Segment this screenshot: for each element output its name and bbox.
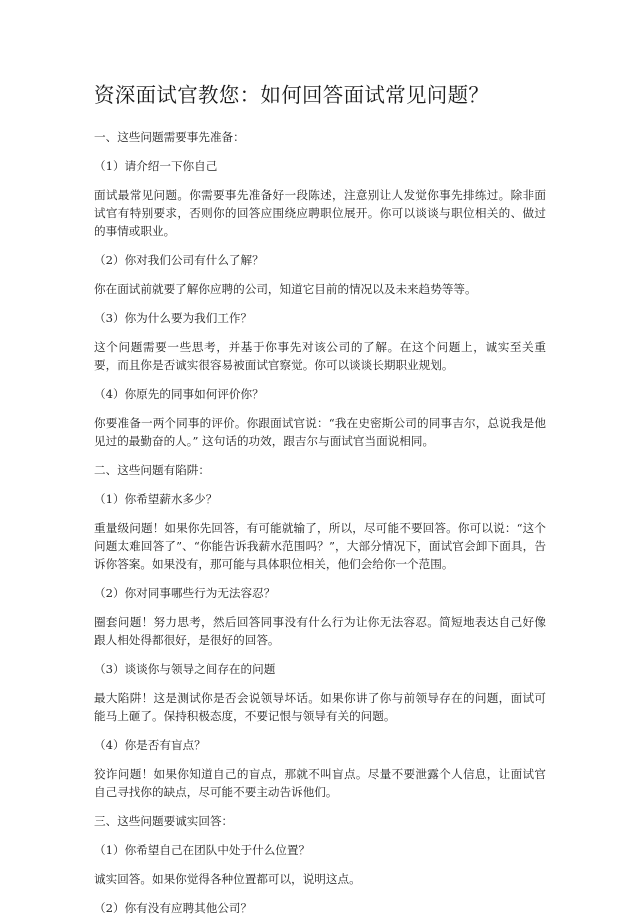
question-heading: （1）你希望自己在团队中处于什么位置？ xyxy=(94,843,311,857)
document-body xyxy=(94,128,546,917)
answer-paragraph: 重量级问题！如果你先回答，有可能就输了，所以，尽可能不要回答。你可以说：“这个问题太难回答了”、“你能告诉我薪水范围吗？”，大部分情况下，面试官会卸下面具，告诉你答案。如果没有，那可能与具体职位相关，他们会给你一个范围。 xyxy=(94,521,546,571)
question-heading: （3）你为什么要为我们工作？ xyxy=(94,311,253,325)
answer-paragraph: 这个问题需要一些思考，并基于你事先对该公司的了解。在这个问题上，诚实至关重要，而且你是否诚实很容易被面试官察觉。你可以谈谈长期职业规划。 xyxy=(94,340,546,372)
question-heading: （2）你有没有应聘其他公司？ xyxy=(94,901,253,915)
answer-paragraph: 最大陷阱！这是测试你是否会说领导坏话。如果你讲了你与前领导存在的问题，面试可能马上砸了。保持积极态度，不要记恨与领导有关的问题。 xyxy=(94,691,546,723)
section-heading: 一、这些问题需要事先准备： xyxy=(94,130,245,144)
answer-paragraph: 狡诈问题！如果你知道自己的盲点，那就不叫盲点。尽量不要泄露个人信息，让面试官自己寻找你的缺点，尽可能不要主动告诉他们。 xyxy=(94,767,546,799)
answer-paragraph: 圈套问题！努力思考，然后回答同事没有什么行为让你无法容忍。简短地表达自己好像跟人相处得都很好，是很好的回答。 xyxy=(94,615,546,647)
answer-paragraph: 诚实回答。如果你觉得各种位置都可以，说明这点。 xyxy=(94,872,361,886)
question-heading: （1）请介绍一下你自己 xyxy=(94,159,218,173)
question-heading: （2）你对我们公司有什么了解？ xyxy=(94,253,264,267)
section-heading: 二、这些问题有陷阱： xyxy=(94,463,210,477)
question-heading: （4）你是否有盲点？ xyxy=(94,738,206,752)
answer-paragraph: 你在面试前就要了解你应聘的公司，知道它目前的情况以及未来趋势等等。 xyxy=(94,282,477,296)
question-heading: （4）你原先的同事如何评价你？ xyxy=(94,387,264,401)
question-heading: （3）谈谈你与领导之间存在的问题 xyxy=(94,662,276,676)
question-heading: （1）你希望薪水多少？ xyxy=(94,492,218,506)
answer-paragraph: 面试最常见问题。你需要事先准备好一段陈述，注意别让人发觉你事先排练过。除非面试官有特别要求，否则你的回答应围绕应聘职位展开。你可以谈谈与职位相关的、做过的事情或职业。 xyxy=(94,188,546,238)
document-title: 资深面试官教您：如何回答面试常见问题？ xyxy=(94,83,490,107)
answer-paragraph: 你要准备一两个同事的评价。你跟面试官说：“我在史密斯公司的同事吉尔，总说我是他见过的最勤奋的人。” 这句话的功效，跟吉尔与面试官当面说相同。 xyxy=(94,416,546,448)
section-heading: 三、这些问题要诚实回答： xyxy=(94,814,234,828)
question-heading: （2）你对同事哪些行为无法容忍？ xyxy=(94,586,276,600)
